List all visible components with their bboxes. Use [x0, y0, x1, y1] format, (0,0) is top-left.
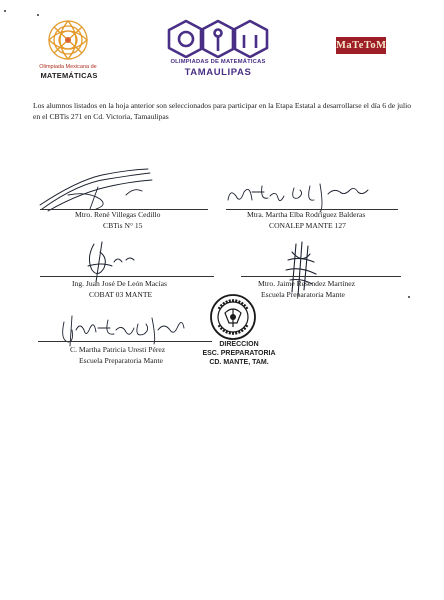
omm-emblem-icon [32, 18, 104, 64]
stamp-line2: ESC. PREPARATORIA [202, 350, 276, 357]
mtm-logo: MaTeToM [336, 37, 386, 54]
ot-logo-line1: OLIMPIADAS DE MATEMÁTICAS [170, 59, 266, 65]
signatory-name: Mtro. René Villegas Cedillo [75, 210, 161, 219]
signature-rene-villegas [38, 165, 158, 215]
signatory-name: Mtro. Jaime Resendez Martínez [258, 279, 355, 288]
signature-line [241, 276, 401, 277]
signature-juan-jose-de-leon [82, 240, 142, 284]
stamp-line3: CD. MANTE, TAM. [209, 359, 269, 366]
signatory-institution: Escuela Preparatoria Mante [261, 290, 345, 299]
omm-logo-big-text: MATEMÁTICAS [40, 71, 98, 80]
signatory-name: Mtra. Martha Elba Rodríguez Balderas [247, 210, 366, 219]
omm-logo-small-text: Olimpiada Mexicana de [39, 64, 97, 70]
omm-logo [32, 18, 104, 82]
signatory-name: C. Martha Patricia Uresti Pérez [70, 345, 166, 354]
scan-mark [37, 14, 39, 16]
signatory-institution: Escuela Preparatoria Mante [79, 356, 163, 365]
hexagon-logo-icon [160, 18, 276, 58]
ot-logo-line2: TAMAULIPAS [184, 67, 252, 78]
signature-line [38, 341, 212, 342]
intro-paragraph: Los alumnos listados en la hoja anterior son seleccionados para participar en la Etapa Estatal a desarrollarse el día 6 de julio en el CBTis 271 en Cd. Victoria, Tamaulipas [33, 101, 411, 121]
school-seal-icon [209, 293, 257, 341]
ot-logo [160, 18, 276, 84]
official-stamp [202, 293, 276, 377]
scan-mark [408, 296, 410, 298]
signatory-name: Ing. Juan José De León Macías [72, 279, 167, 288]
stamp-line1: DIRECCION [219, 341, 259, 348]
signatory-institution: CBTis N° 15 [103, 221, 143, 230]
signatory-institution: CONALEP MANTE 127 [269, 221, 346, 230]
signature-martha-patricia-uresti [58, 312, 188, 348]
signatory-institution: COBAT 03 MANTE [89, 290, 153, 299]
signature-line [40, 276, 214, 277]
scan-mark [4, 10, 6, 12]
